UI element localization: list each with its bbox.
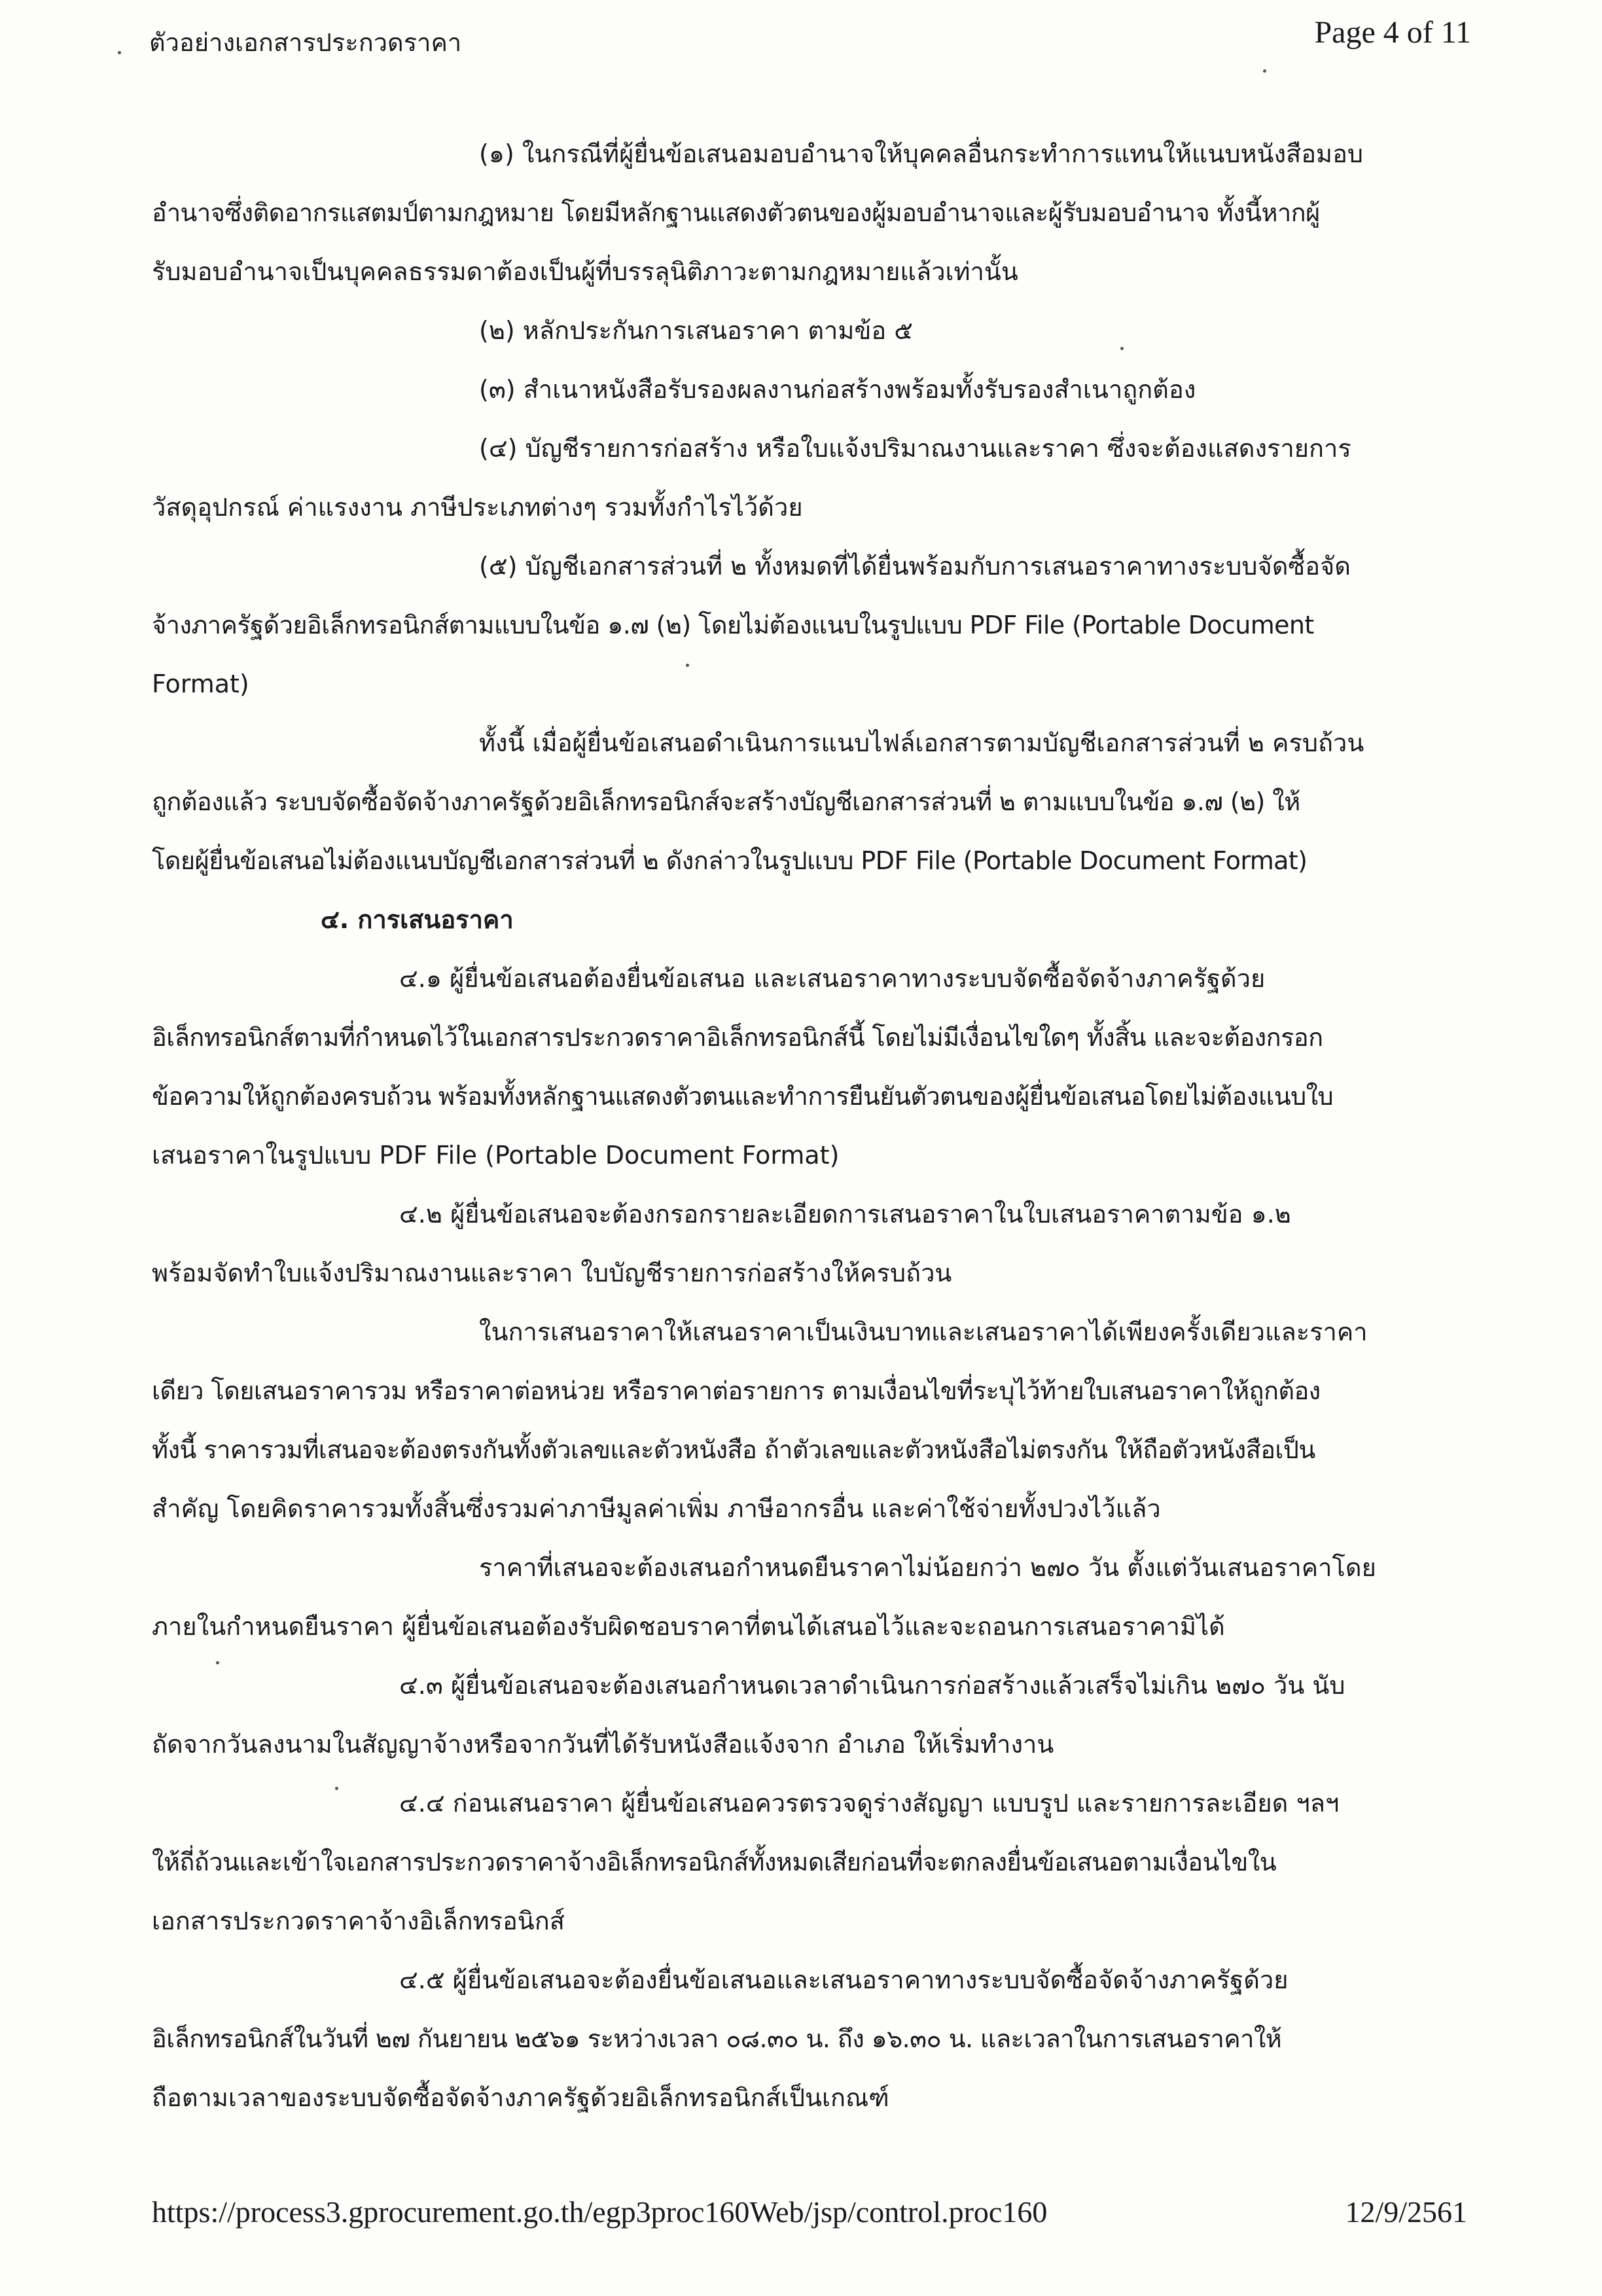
scan-speck: [1263, 69, 1266, 73]
paragraph-line: พร้อมจัดทำใบแจ้งปริมาณงานและราคา ใบบัญชีรายการก่อสร้างให้ครบถ้วน: [152, 1259, 952, 1287]
section-heading: ๔. การเสนอราคา: [321, 905, 514, 934]
paragraph-line: สำคัญ โดยคิดราคารวมทั้งสิ้นซึ่งรวมค่าภาษีมูลค่าเพิ่ม ภาษีอากรอื่น และค่าใช้จ่ายทั้งปวงไว้แล้ว: [152, 1494, 1161, 1523]
scan-speck: [118, 51, 121, 54]
paragraph-line: (๓) สำเนาหนังสือรับรองผลงานก่อสร้างพร้อมทั้งรับรองสำเนาถูกต้อง: [479, 375, 1196, 404]
scan-speck: [1120, 347, 1124, 350]
paragraph-line: ราคาที่เสนอจะต้องเสนอกำหนดยืนราคาไม่น้อยกว่า ๒๗๐ วัน ตั้งแต่วันเสนอราคาโดย: [479, 1553, 1376, 1582]
paragraph-line: รับมอบอำนาจเป็นบุคคลธรรมดาต้องเป็นผู้ที่บรรลุนิติภาวะตามกฎหมายแล้วเท่านั้น: [152, 257, 1018, 286]
scan-speck: [335, 1787, 338, 1790]
paragraph-line: (๔) บัญชีรายการก่อสร้าง หรือใบแจ้งปริมาณงานและราคา ซึ่งจะต้องแสดงรายการ: [479, 434, 1351, 463]
paragraph-line: เสนอราคาในรูปแบบ PDF File (Portable Document Format): [152, 1141, 840, 1170]
paragraph-line: อิเล็กทรอนิกส์ตามที่กำหนดไว้ในเอกสารประกวดราคาอิเล็กทรอนิกส์นี้ โดยไม่มีเงื่อนไขใดๆ ทั้งสิ้น และจะต้องกรอก: [152, 1023, 1323, 1052]
paragraph-line: วัสดุอุปกรณ์ ค่าแรงงาน ภาษีประเภทต่างๆ รวมทั้งกำไรไว้ด้วย: [152, 493, 803, 522]
paragraph-line: (๒) หลักประกันการเสนอราคา ตามข้อ ๕: [479, 316, 914, 345]
paragraph-line: ๔.๒ ผู้ยื่นข้อเสนอจะต้องกรอกรายละเอียดการเสนอราคาในใบเสนอราคาตามข้อ ๑.๒: [399, 1200, 1291, 1229]
footer-url: https://process3.gprocurement.go.th/egp3proc160Web/jsp/control.proc160: [152, 2195, 1048, 2229]
paragraph-line: ทั้งนี้ ราคารวมที่เสนอจะต้องตรงกันทั้งตัวเลขและตัวหนังสือ ถ้าตัวเลขและตัวหนังสือไม่ตรงกัน ให้ถือตัวหนังสือเป็น: [152, 1435, 1315, 1464]
paragraph-line: (๑) ในกรณีที่ผู้ยื่นข้อเสนอมอบอำนาจให้บุคคลอื่นกระทำการแทนให้แนบหนังสือมอบ: [479, 139, 1364, 168]
paragraph-line: ๔.๑ ผู้ยื่นข้อเสนอต้องยื่นข้อเสนอ และเสนอราคาทางระบบจัดซื้อจัดจ้างภาครัฐด้วย: [399, 964, 1266, 993]
paragraph-line: โดยผู้ยื่นข้อเสนอไม่ต้องแนบบัญชีเอกสารส่วนที่ ๒ ดังกล่าวในรูปแบบ PDF File (Portable Document Format): [152, 846, 1308, 875]
paragraph-line: ข้อความให้ถูกต้องครบถ้วน พร้อมทั้งหลักฐานแสดงตัวตนและทำการยืนยันตัวตนของผู้ยื่นข้อเสนอโดยไม่ต้องแนบใบ: [152, 1082, 1334, 1111]
paragraph-line: ทั้งนี้ เมื่อผู้ยื่นข้อเสนอดำเนินการแนบไฟล์เอกสารตามบัญชีเอกสารส่วนที่ ๒ ครบถ้วน: [479, 728, 1364, 757]
footer-date: 12/9/2561: [1345, 2195, 1467, 2229]
paragraph-line: (๕) บัญชีเอกสารส่วนที่ ๒ ทั้งหมดที่ได้ยื่นพร้อมกับการเสนอราคาทางระบบจัดซื้อจัด: [479, 552, 1351, 581]
paragraph-line: เอกสารประกวดราคาจ้างอิเล็กทรอนิกส์: [152, 1907, 565, 1935]
paragraph-line: ให้ถี่ถ้วนและเข้าใจเอกสารประกวดราคาจ้างอิเล็กทรอนิกส์ทั้งหมดเสียก่อนที่จะตกลงยื่นข้อเสนอตามเงื่อนไขใน: [152, 1848, 1277, 1876]
paragraph-line: ๔.๕ ผู้ยื่นข้อเสนอจะต้องยื่นข้อเสนอและเสนอราคาทางระบบจัดซื้อจัดจ้างภาครัฐด้วย: [399, 1965, 1289, 1994]
document-header-title: ตัวอย่างเอกสารประกวดราคา: [149, 28, 462, 57]
paragraph-line: เดียว โดยเสนอราคารวม หรือราคาต่อหน่วย หรือราคาต่อรายการ ตามเงื่อนไขที่ระบุไว้ท้ายใบเสนอราคาให้ถูกต้อง: [152, 1376, 1321, 1405]
page-number: Page 4 of 11: [1314, 15, 1471, 50]
paragraph-line: ถือตามเวลาของระบบจัดซื้อจัดจ้างภาครัฐด้วยอิเล็กทรอนิกส์เป็นเกณฑ์: [152, 2083, 889, 2112]
paragraph-line: อิเล็กทรอนิกส์ในวันที่ ๒๗ กันยายน ๒๕๖๑ ระหว่างเวลา ๐๘.๓๐ น. ถึง ๑๖.๓๐ น. และเวลาในการเสนอราคาให้: [152, 2024, 1282, 2053]
paragraph-line: ถัดจากวันลงนามในสัญญาจ้างหรือจากวันที่ได้รับหนังสือแจ้งจาก อำเภอ ให้เริ่มทำงาน: [152, 1730, 1054, 1759]
paragraph-line: Format): [152, 670, 249, 698]
paragraph-line: จ้างภาครัฐด้วยอิเล็กทรอนิกส์ตามแบบในข้อ ๑.๗ (๒) โดยไม่ต้องแนบในรูปแบบ PDF File (Portable Document: [152, 611, 1314, 639]
paragraph-line: ภายในกำหนดยืนราคา ผู้ยื่นข้อเสนอต้องรับผิดชอบราคาที่ตนได้เสนอไว้และจะถอนการเสนอราคามิได้: [152, 1612, 1225, 1641]
paragraph-line: ๔.๔ ก่อนเสนอราคา ผู้ยื่นข้อเสนอควรตรวจดูร่างสัญญา แบบรูป และรายการละเอียด ฯลฯ: [399, 1789, 1340, 1818]
scan-speck: [216, 1661, 219, 1664]
document-body: [152, 124, 1434, 2127]
paragraph-line: ถูกต้องแล้ว ระบบจัดซื้อจัดจ้างภาครัฐด้วยอิเล็กทรอนิกส์จะสร้างบัญชีเอกสารส่วนที่ ๒ ตามแบบในข้อ ๑.๗ (๒) ให้: [152, 787, 1300, 816]
scan-speck: [686, 664, 689, 667]
paragraph-line: ๔.๓ ผู้ยื่นข้อเสนอจะต้องเสนอกำหนดเวลาดำเนินการก่อสร้างแล้วเสร็จไม่เกิน ๒๗๐ วัน นับ: [399, 1671, 1345, 1700]
paragraph-line: อำนาจซึ่งติดอากรแสตมป์ตามกฎหมาย โดยมีหลักฐานแสดงตัวตนของผู้มอบอำนาจและผู้รับมอบอำนาจ ทั้งนี้หากผู้: [152, 198, 1320, 227]
paragraph-line: ในการเสนอราคาให้เสนอราคาเป็นเงินบาทและเสนอราคาได้เพียงครั้งเดียวและราคา: [479, 1318, 1368, 1346]
